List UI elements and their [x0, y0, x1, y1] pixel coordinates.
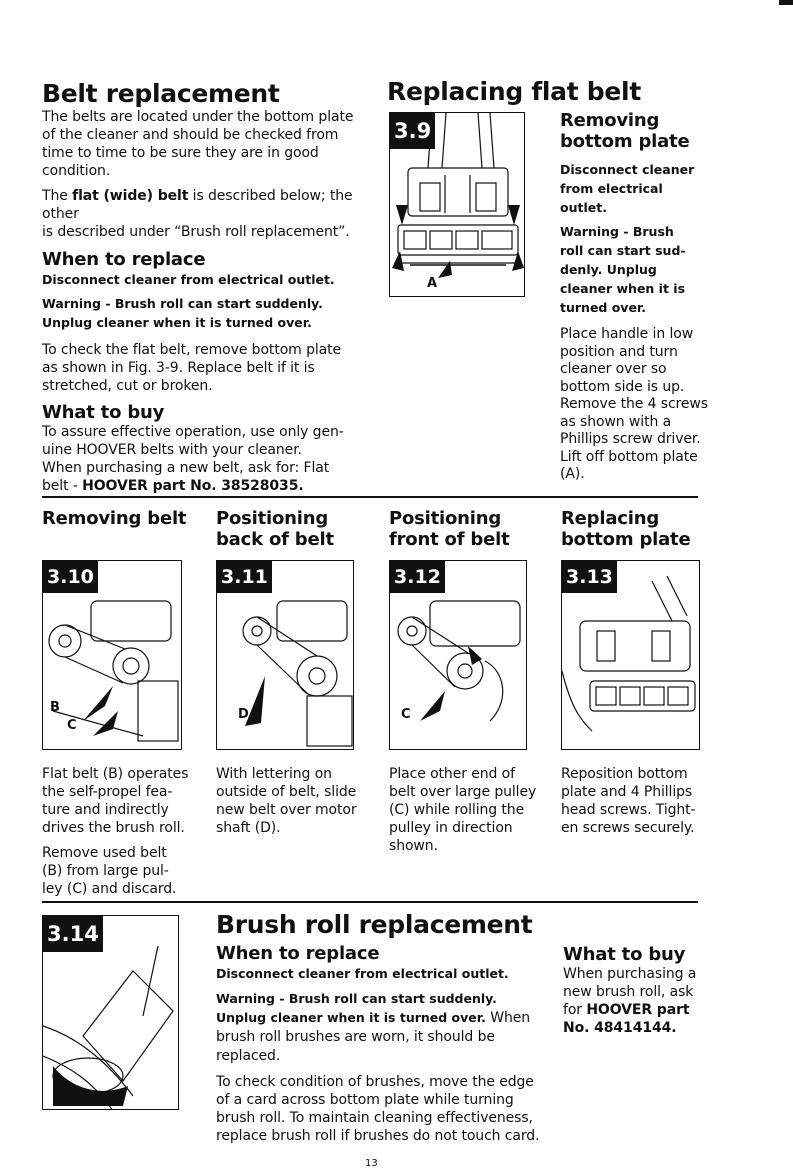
brush-roll-title: Brush roll replacement — [216, 910, 533, 939]
page-number: 13 — [365, 1158, 378, 1169]
disconnect-warning-2: Disconnect cleaner from electrical outlet. — [216, 966, 509, 981]
figure-3-11 — [216, 560, 354, 750]
when-to-replace-heading: When to replace — [42, 249, 206, 270]
figure-label: 3.12 — [390, 561, 445, 593]
figure-label: 3.14 — [43, 916, 103, 952]
callout-letter-a: A — [427, 276, 438, 291]
belt-replacement-section — [42, 80, 372, 495]
buy-text: To assure effective operation, use only gen- uine HOOVER belts with your cleaner. When purchasing a new belt, ask for: Flat belt - — [42, 424, 344, 494]
belt-part-number: HOOVER part No. 38528035. — [82, 478, 304, 494]
what-to-buy-heading: What to buy — [42, 402, 165, 423]
brush-roll-section — [216, 911, 556, 1145]
step-text: Flat belt (B) operates the self-propel fea- ture and indirectly drives the brush roll. — [42, 766, 189, 836]
brush-roll-warning: Warning - Brush roll can start suddenly. Unplug cleaner when it is turned over. — [42, 296, 323, 330]
brush-what-to-buy — [563, 944, 713, 1037]
flat-belt-paragraph — [42, 187, 372, 241]
callout-letter-d: D — [238, 707, 249, 722]
brush-roll-warning-2 — [216, 989, 556, 1065]
bottom-plate-instructions: Place handle in low position and turn cleaner over so bottom side is up. Remove the 4 screws as shown with a Phillips screw driver. Lift off bottom plate (A). — [560, 326, 708, 482]
figure-3-9 — [389, 112, 525, 297]
step-text: Place other end of belt over large pulley (C) while rolling the pulley in direction shown. — [389, 766, 537, 854]
disconnect-warning-right: Disconnect cleaner from electrical outlet. — [560, 162, 695, 215]
step-replacing-plate — [561, 508, 721, 837]
figure-label: 3.10 — [43, 561, 98, 593]
figure-3-13 — [561, 560, 700, 750]
buy-text: When purchasing a new brush roll, ask for — [563, 966, 697, 1018]
warning-text: Warning - Brush roll can start suddenly. Unplug cleaner when it is turned over. — [216, 991, 497, 1025]
when-to-replace-heading-2: When to replace — [216, 943, 380, 964]
step-positioning-back — [216, 508, 376, 837]
step-text: Reposition bottom plate and 4 Phillips head screws. Tight- en screws securely. — [561, 766, 696, 836]
check-flat-belt-text: To check the flat belt, remove bottom plate as shown in Fig. 3-9. Replace belt if it is stretched, cut or broken. — [42, 342, 342, 394]
check-brushes-text: To check condition of brushes, move the edge of a card across bottom plate while turning brush roll. To maintain cleaning effectiveness, replace brush roll if brushes do not touch card. — [216, 1074, 540, 1144]
section-divider-2 — [42, 901, 698, 903]
figure-3-10 — [42, 560, 182, 750]
step-positioning-front — [389, 508, 549, 855]
step-title: Removing belt — [42, 508, 187, 529]
callout-letter-b: B — [50, 700, 60, 715]
belt-replacement-title: Belt replacement — [42, 79, 280, 108]
brush-buy-text — [563, 965, 713, 1037]
removing-bottom-plate-section — [560, 110, 710, 484]
step-removing-belt — [42, 508, 202, 898]
brush-roll-warning-right: Warning - Brush roll can start sud- denly. Unplug cleaner when it is turned over. — [560, 224, 686, 315]
belt-intro-text: The belts are located under the bottom plate of the cleaner and should be checked from time to time to be sure they are in good condition. — [42, 109, 354, 179]
step-text-2: Remove used belt (B) from large pul- ley (C) and discard. — [42, 845, 177, 897]
step-title: Replacing bottom plate — [561, 508, 691, 550]
figure-label: 3.13 — [562, 561, 617, 593]
figure-3-14 — [42, 915, 179, 1110]
disconnect-warning: Disconnect cleaner from electrical outlet. — [42, 272, 335, 287]
figure-label: 3.9 — [390, 113, 435, 149]
what-to-buy-heading-2: What to buy — [563, 944, 686, 965]
figure-label: 3.11 — [217, 561, 272, 593]
callout-letter-c: C — [401, 707, 411, 722]
flat-belt-bold: flat (wide) belt — [72, 188, 189, 204]
replacing-flat-belt-title: Replacing flat belt — [387, 77, 641, 106]
step-text: With lettering on outside of belt, slide new belt over motor shaft (D). — [216, 766, 357, 836]
brush-part-number: HOOVER part No. 48414144. — [563, 1002, 690, 1036]
flat-post-text: is described below; the other is described under “Brush roll replacement”. — [42, 188, 353, 240]
figure-3-12 — [389, 560, 527, 750]
section-divider — [42, 496, 698, 498]
callout-letter-c: C — [67, 718, 77, 733]
corner-mark — [779, 0, 793, 5]
worn-text: When brush roll brushes are worn, it should be replaced. — [216, 1010, 531, 1064]
step-title: Positioning back of belt — [216, 508, 334, 550]
what-to-buy-text — [42, 423, 372, 495]
step-title: Positioning front of belt — [389, 508, 510, 550]
flat-pre-text: The — [42, 188, 73, 204]
removing-bottom-plate-heading: Removing bottom plate — [560, 110, 690, 152]
